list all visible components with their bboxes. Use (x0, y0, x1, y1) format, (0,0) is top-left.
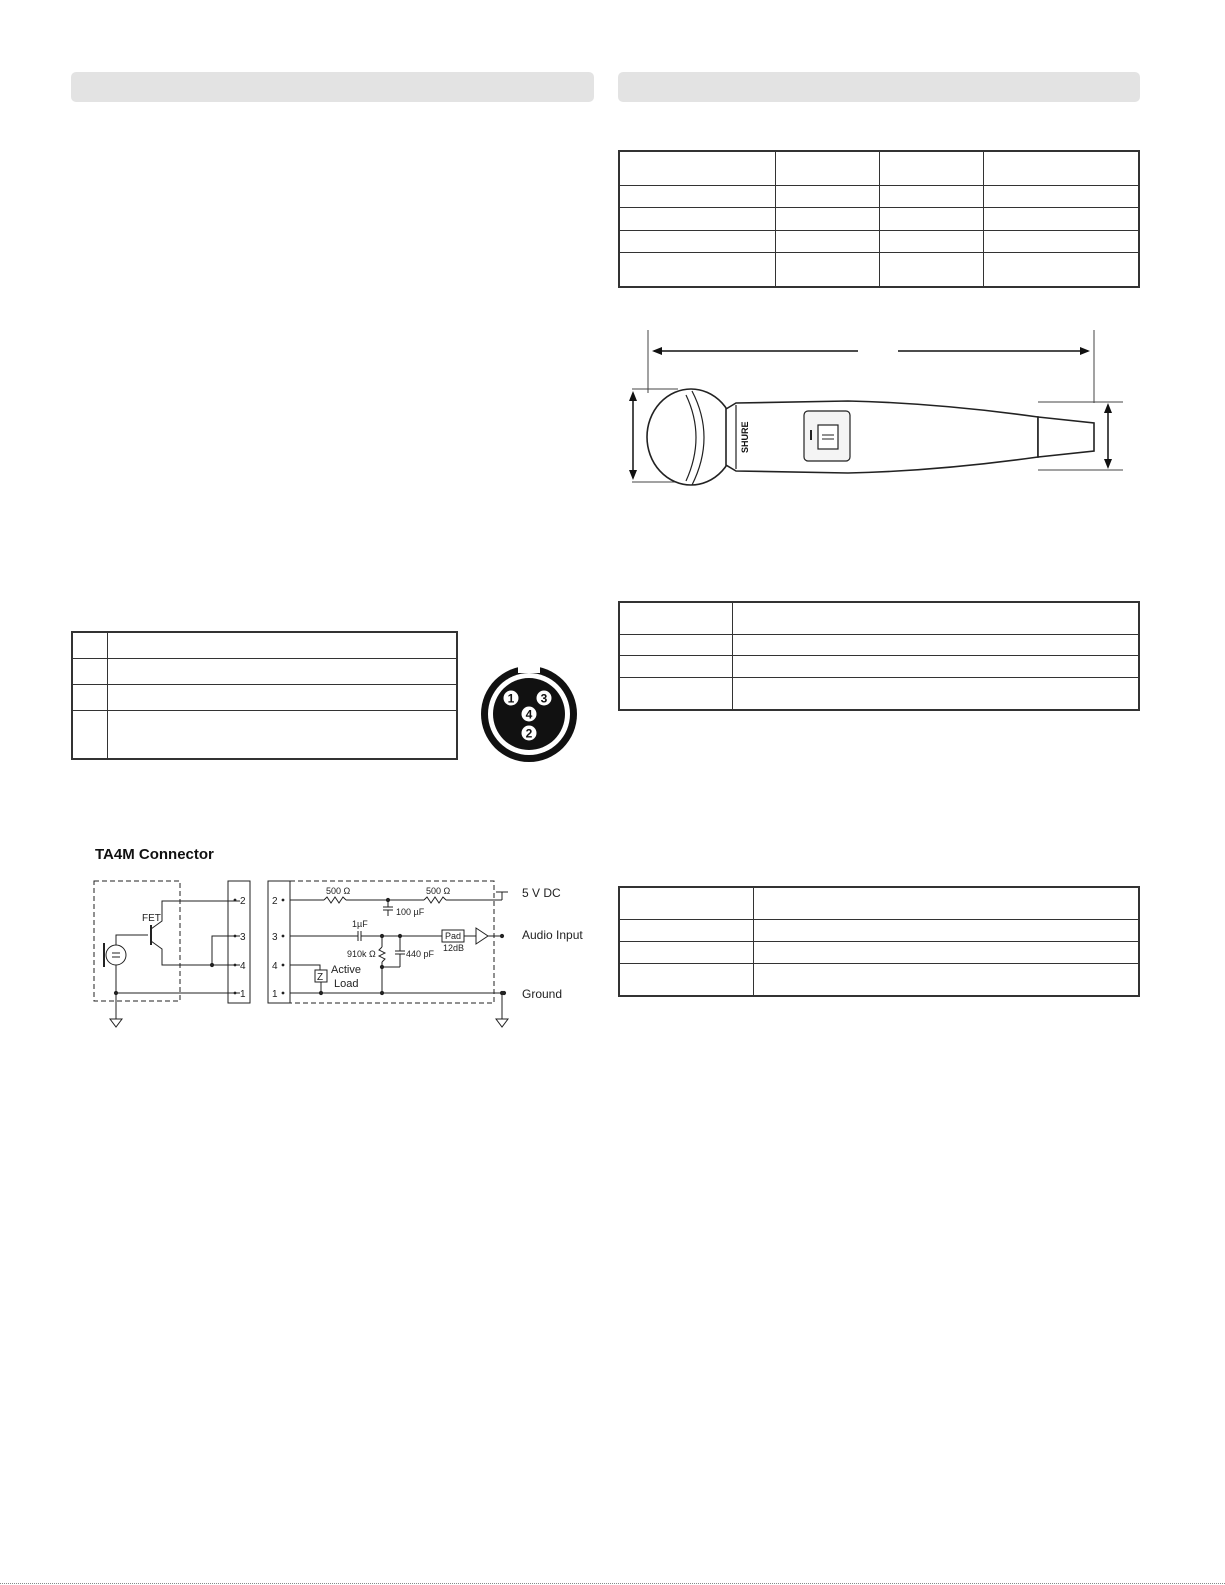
left-pin-1-label: 1 (240, 989, 246, 1000)
table-row (619, 920, 1139, 942)
table-row (619, 887, 1139, 920)
table-row (72, 632, 457, 658)
right-pin-4-label: 4 (272, 961, 278, 972)
table-row (619, 230, 1139, 253)
capacitor-1uf-label: 1µF (352, 919, 368, 929)
output-audio-input-label: Audio Input (522, 928, 583, 942)
pin-assignment-table (71, 631, 458, 760)
table-row (72, 684, 457, 710)
pad-label: Pad (445, 931, 462, 941)
resistor-500-label-1: 500 Ω (326, 886, 351, 896)
load-label: Load (334, 978, 359, 990)
table-row (619, 678, 1139, 710)
left-pin-4-label: 4 (240, 961, 246, 972)
z-label: Z (317, 972, 324, 983)
output-ground-label: Ground (522, 987, 563, 1001)
output-5vdc-label: 5 V DC (522, 886, 561, 900)
right-section-header-bar (618, 72, 1140, 102)
pin-4-label: 4 (525, 707, 533, 722)
right-pin-3-label: 3 (272, 932, 278, 943)
pin-2-label: 2 (525, 726, 533, 741)
table-row (619, 185, 1139, 208)
left-pin-2-label: 2 (240, 896, 246, 907)
ta4m-wiring-diagram (90, 875, 600, 1035)
table-row (619, 602, 1139, 634)
spec-table-top-right (618, 150, 1140, 288)
table-row (619, 656, 1139, 678)
left-section-header-bar (71, 72, 594, 102)
page-bottom-divider (0, 1583, 1225, 1584)
table-row (619, 253, 1139, 287)
left-pin-3-label: 3 (240, 932, 246, 943)
shure-logo-text: SHURE (740, 421, 750, 453)
table-row (619, 634, 1139, 656)
capacitor-100uf-label: 100 µF (396, 907, 425, 917)
table-row (619, 208, 1139, 231)
table-row (72, 710, 457, 759)
table-row (619, 963, 1139, 996)
table-row (619, 941, 1139, 963)
microphone-dimension-drawing (618, 325, 1138, 500)
ta4m-connector-face-icon (478, 663, 580, 765)
capacitor-440pf-label: 440 pF (406, 949, 435, 959)
pin-3-label: 3 (540, 691, 548, 706)
spec-table-bottom-right (618, 886, 1140, 997)
table-row (619, 151, 1139, 185)
pad-db-label: 12dB (443, 943, 465, 953)
pin-1-label: 1 (507, 691, 515, 706)
resistor-500-label-2: 500 Ω (426, 886, 451, 896)
diagram-title: TA4M Connector (95, 846, 214, 863)
active-label: Active (331, 964, 361, 976)
spec-table-middle-right (618, 601, 1140, 711)
resistor-910k-label: 910k Ω (347, 949, 376, 959)
right-pin-1-label: 1 (272, 989, 278, 1000)
fet-label: FET (142, 913, 161, 924)
right-pin-2-label: 2 (272, 896, 278, 907)
table-row (72, 658, 457, 684)
